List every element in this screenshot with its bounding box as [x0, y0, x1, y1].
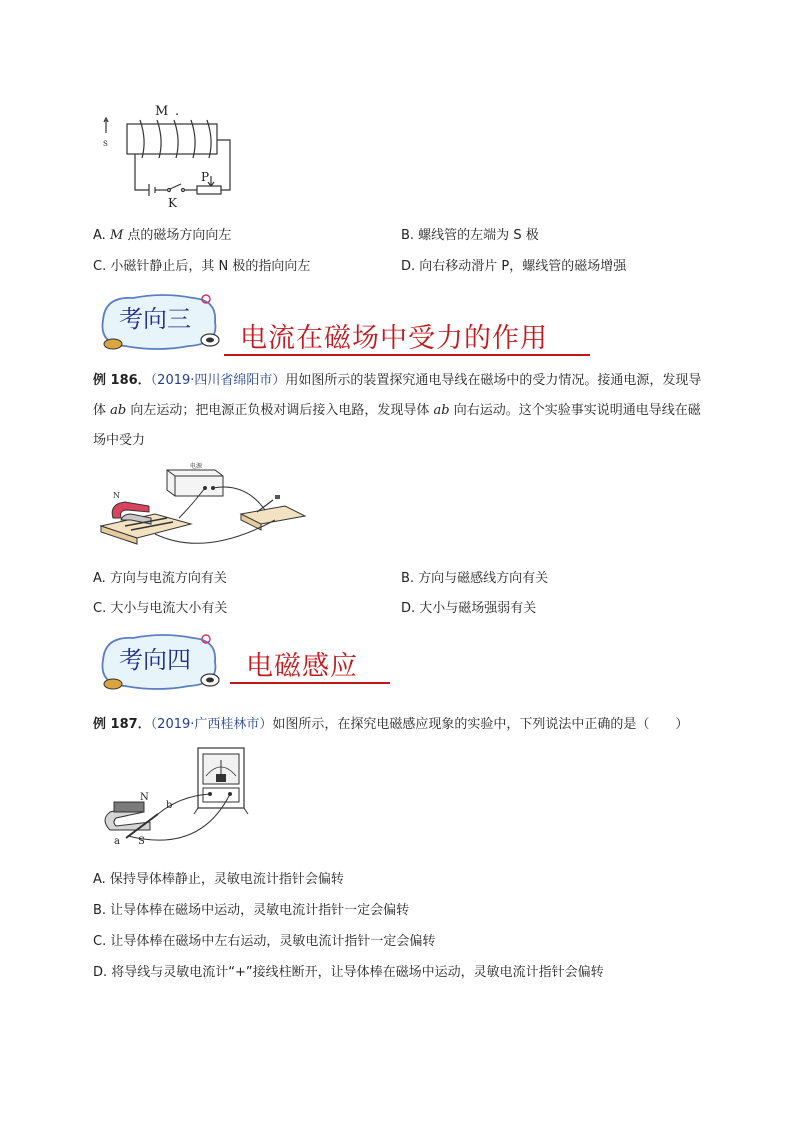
section4-title: 电磁感应: [246, 651, 358, 682]
label-M: M: [155, 104, 169, 119]
label-P: P: [201, 170, 210, 184]
q186-number: 例 186．: [93, 373, 151, 388]
q186-text: 例 186．（2019·四川省绵阳市）用如图所示的装置探究通电导线在磁场中的受力情况。接通电源，发现导体 ab 向左运动；把电源正负极对调后接入电路，发现导体 ab 向右运动。这个实验事实说明通电导线在磁场中受力: [93, 373, 702, 448]
label-M-dot: .: [175, 104, 180, 119]
q186-option-d: D. 大小与磁场强弱有关: [401, 601, 537, 616]
q186-power-label: 电源: [190, 463, 203, 470]
label-K: K: [168, 196, 177, 210]
q187-option-a: A. 保持导体棒静止，灵敏电流计指针会偏转: [93, 872, 344, 887]
q187-N-label: N: [140, 792, 149, 803]
q187-option-d: D. 将导线与灵敏电流计“+”接线柱断开，让导体棒在磁场中运动，灵敏电流计指针会偏转: [93, 965, 604, 980]
section4-underline: [230, 682, 390, 684]
q185-option-a: A. M 点的磁场方向向左: [93, 228, 232, 243]
q185-option-c: C. 小磁针静止后，其 N 极的指向向左: [93, 259, 311, 274]
q187-option-c: C. 让导体棒在磁场中左右运动，灵敏电流计指针一定会偏转: [93, 934, 436, 949]
q187-number: 例 187．: [93, 717, 151, 732]
q185-option-b: B. 螺线管的左端为 S 极: [401, 228, 539, 243]
q186-option-b: B. 方向与磁感线方向有关: [401, 571, 549, 586]
q187-text: 例 187．（2019·广西桂林市）如图所示，在探究电磁感应现象的实验中，下列说法中正确的是（ ）: [93, 717, 689, 732]
section4-badge-label: 考向四: [119, 646, 191, 674]
q186-figure: [95, 462, 315, 550]
section3-badge-label: 考向三: [119, 305, 191, 333]
q186-option-c: C. 大小与电流大小有关: [93, 601, 228, 616]
q187-S-label: S: [138, 836, 145, 847]
q186-source: （2019·四川省绵阳市）: [150, 373, 286, 388]
q187-b-label: b: [166, 800, 173, 811]
q187-option-b: B. 让导体棒在磁场中运动，灵敏电流计指针一定会偏转: [93, 903, 410, 918]
section3-title: 电流在磁场中受力的作用: [240, 323, 548, 354]
q187-a-label: a: [114, 836, 120, 847]
q185-option-d: D. 向右移动滑片 P，螺线管的磁场增强: [401, 259, 627, 274]
solenoid-circuit-figure: [95, 100, 245, 215]
label-S: S: [103, 140, 108, 148]
q187-source: （2019·广西桂林市）: [150, 717, 273, 732]
q186-option-a: A. 方向与电流方向有关: [93, 571, 227, 586]
q186-N-label: N: [113, 491, 120, 500]
q187-figure: [100, 742, 250, 852]
q185-option-a-var: M: [109, 228, 124, 243]
section3-underline: [224, 354, 590, 356]
